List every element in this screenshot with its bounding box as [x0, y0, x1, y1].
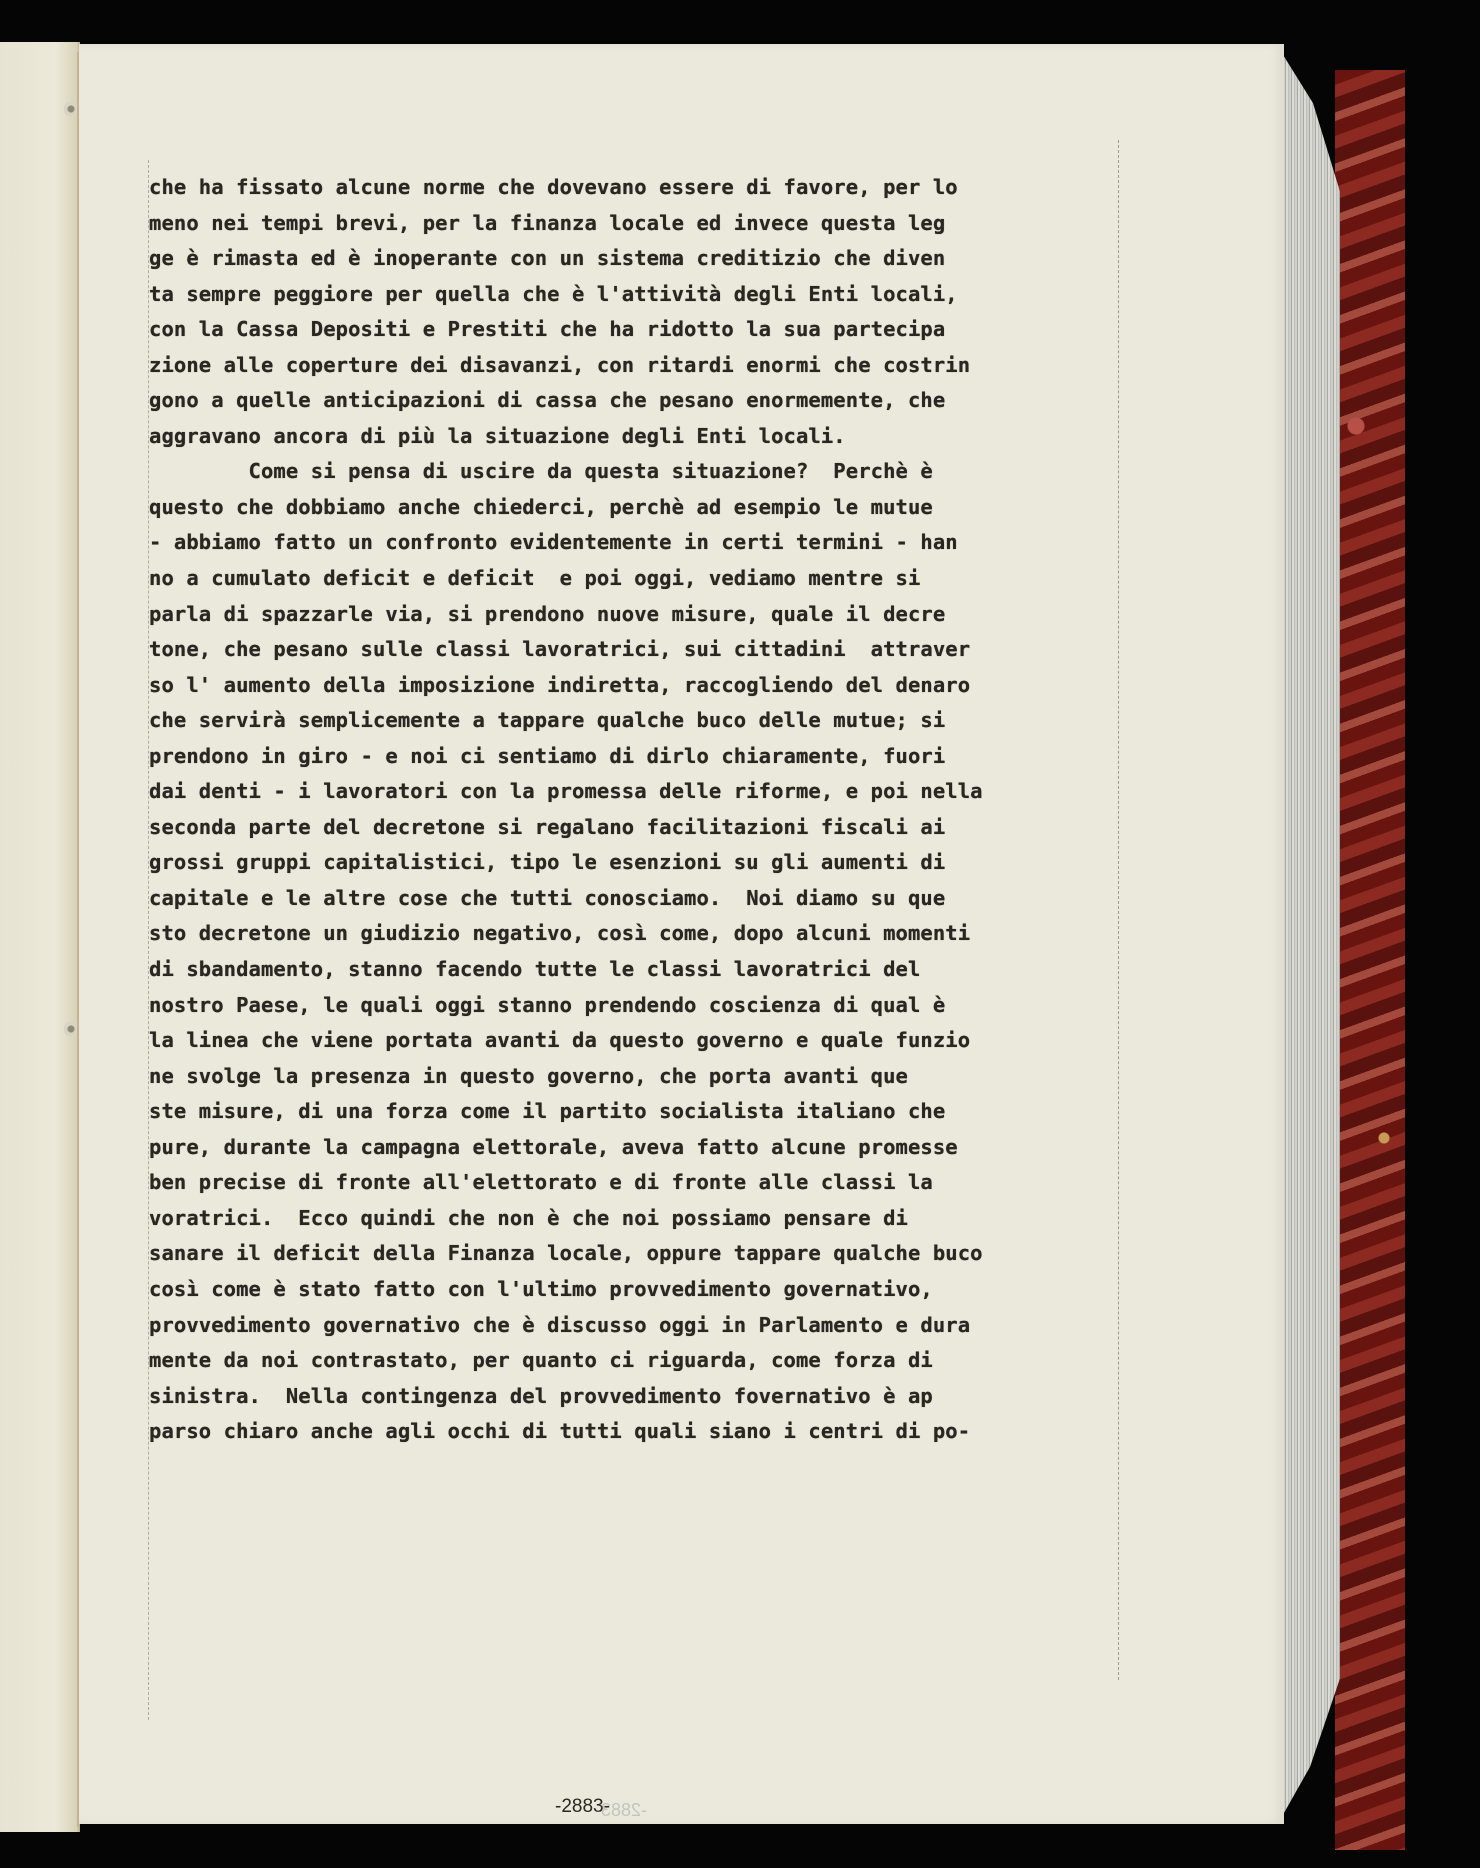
- text-line: prendono in giro - e noi ci sentiamo di dirlo chiaramente, fuori: [149, 743, 946, 768]
- text-line: così come è stato fatto con l'ultimo provvedimento governativo,: [149, 1276, 933, 1301]
- page-number-bleed-through: -2883-: [595, 1800, 648, 1820]
- text-line: grossi gruppi capitalistici, tipo le esenzioni su gli aumenti di: [149, 850, 946, 875]
- book-cover-edge: [1335, 70, 1405, 1850]
- left-page-edge: [0, 42, 80, 1832]
- page-number: -2883-: [555, 1796, 610, 1817]
- text-line: che servirà semplicemente a tappare qualche buco delle mutue; si: [149, 708, 946, 733]
- text-line: meno nei tempi brevi, per la finanza locale ed invece questa leg: [149, 210, 946, 235]
- text-line: ta sempre peggiore per quella che è l'attività degli Enti locali,: [149, 281, 958, 306]
- text-line: sinistra. Nella contingenza del provvedimento fovernativo è ap: [149, 1383, 933, 1408]
- text-line: voratrici. Ecco quindi che non è che noi possiamo pensare di: [149, 1205, 908, 1230]
- text-line: di sbandamento, stanno facendo tutte le classi lavoratrici del: [149, 957, 921, 982]
- text-line: dai denti - i lavoratori con la promessa delle riforme, e poi nella: [149, 779, 983, 804]
- text-line: tone, che pesano sulle classi lavoratrici, sui cittadini attraver: [149, 637, 971, 662]
- text-line: sanare il deficit della Finanza locale, oppure tappare qualche buco: [149, 1241, 983, 1266]
- text-line: zione alle coperture dei disavanzi, con ritardi enormi che costrin: [149, 352, 971, 377]
- text-line: so l' aumento della imposizione indiretta, raccogliendo del denaro: [149, 672, 971, 697]
- text-line: gono a quelle anticipazioni di cassa che pesano enormemente, che: [149, 388, 946, 413]
- text-line: ne svolge la presenza in questo governo, che porta avanti que: [149, 1063, 908, 1088]
- page-stack-edge: [1280, 50, 1340, 1820]
- typewritten-body: [149, 170, 1124, 1450]
- text-line: provvedimento governativo che è discusso oggi in Parlamento e dura: [149, 1312, 971, 1337]
- text-line: la linea che viene portata avanti da questo governo e quale funzio: [149, 1028, 971, 1053]
- text-line: mente da noi contrastato, per quanto ci riguarda, come forza di: [149, 1348, 933, 1373]
- text-line: capitale e le altre cose che tutti conosciamo. Noi diamo su que: [149, 885, 946, 910]
- text-line: pure, durante la campagna elettorale, aveva fatto alcune promesse: [149, 1134, 958, 1159]
- text-line: Come si pensa di uscire da questa situazione? Perchè è: [149, 459, 933, 484]
- text-line: ben precise di fronte all'elettorato e di fronte alle classi la: [149, 1170, 933, 1195]
- text-line: no a cumulato deficit e deficit e poi oggi, vediamo mentre si: [149, 566, 921, 591]
- text-line: sto decretone un giudizio negativo, così come, dopo alcuni momenti: [149, 921, 971, 946]
- text-line: questo che dobbiamo anche chiederci, perchè ad esempio le mutue: [149, 494, 933, 519]
- text-line: parla di spazzarle via, si prendono nuove misure, quale il decre: [149, 601, 946, 626]
- text-line: seconda parte del decretone si regalano facilitazioni fiscali ai: [149, 814, 946, 839]
- text-line: nostro Paese, le quali oggi stanno prendendo coscienza di qual è: [149, 992, 946, 1017]
- gutter-fold: [77, 52, 79, 1827]
- text-line: che ha fissato alcune norme che dovevano essere di favore, per lo: [149, 175, 958, 199]
- text-line: ge è rimasta ed è inoperante con un sistema creditizio che diven: [149, 246, 946, 271]
- text-line: - abbiamo fatto un confronto evidentemente in certi termini - han: [149, 530, 958, 555]
- text-line: con la Cassa Depositi e Prestiti che ha ridotto la sua partecipa: [149, 317, 946, 342]
- binding-staple: [64, 1020, 78, 1038]
- text-line: parso chiaro anche agli occhi di tutti quali siano i centri di po-: [149, 1419, 971, 1444]
- text-line: aggravano ancora di più la situazione degli Enti locali.: [149, 423, 846, 448]
- text-line: ste misure, di una forza come il partito socialista italiano che: [149, 1099, 946, 1124]
- binding-staple: [64, 100, 78, 118]
